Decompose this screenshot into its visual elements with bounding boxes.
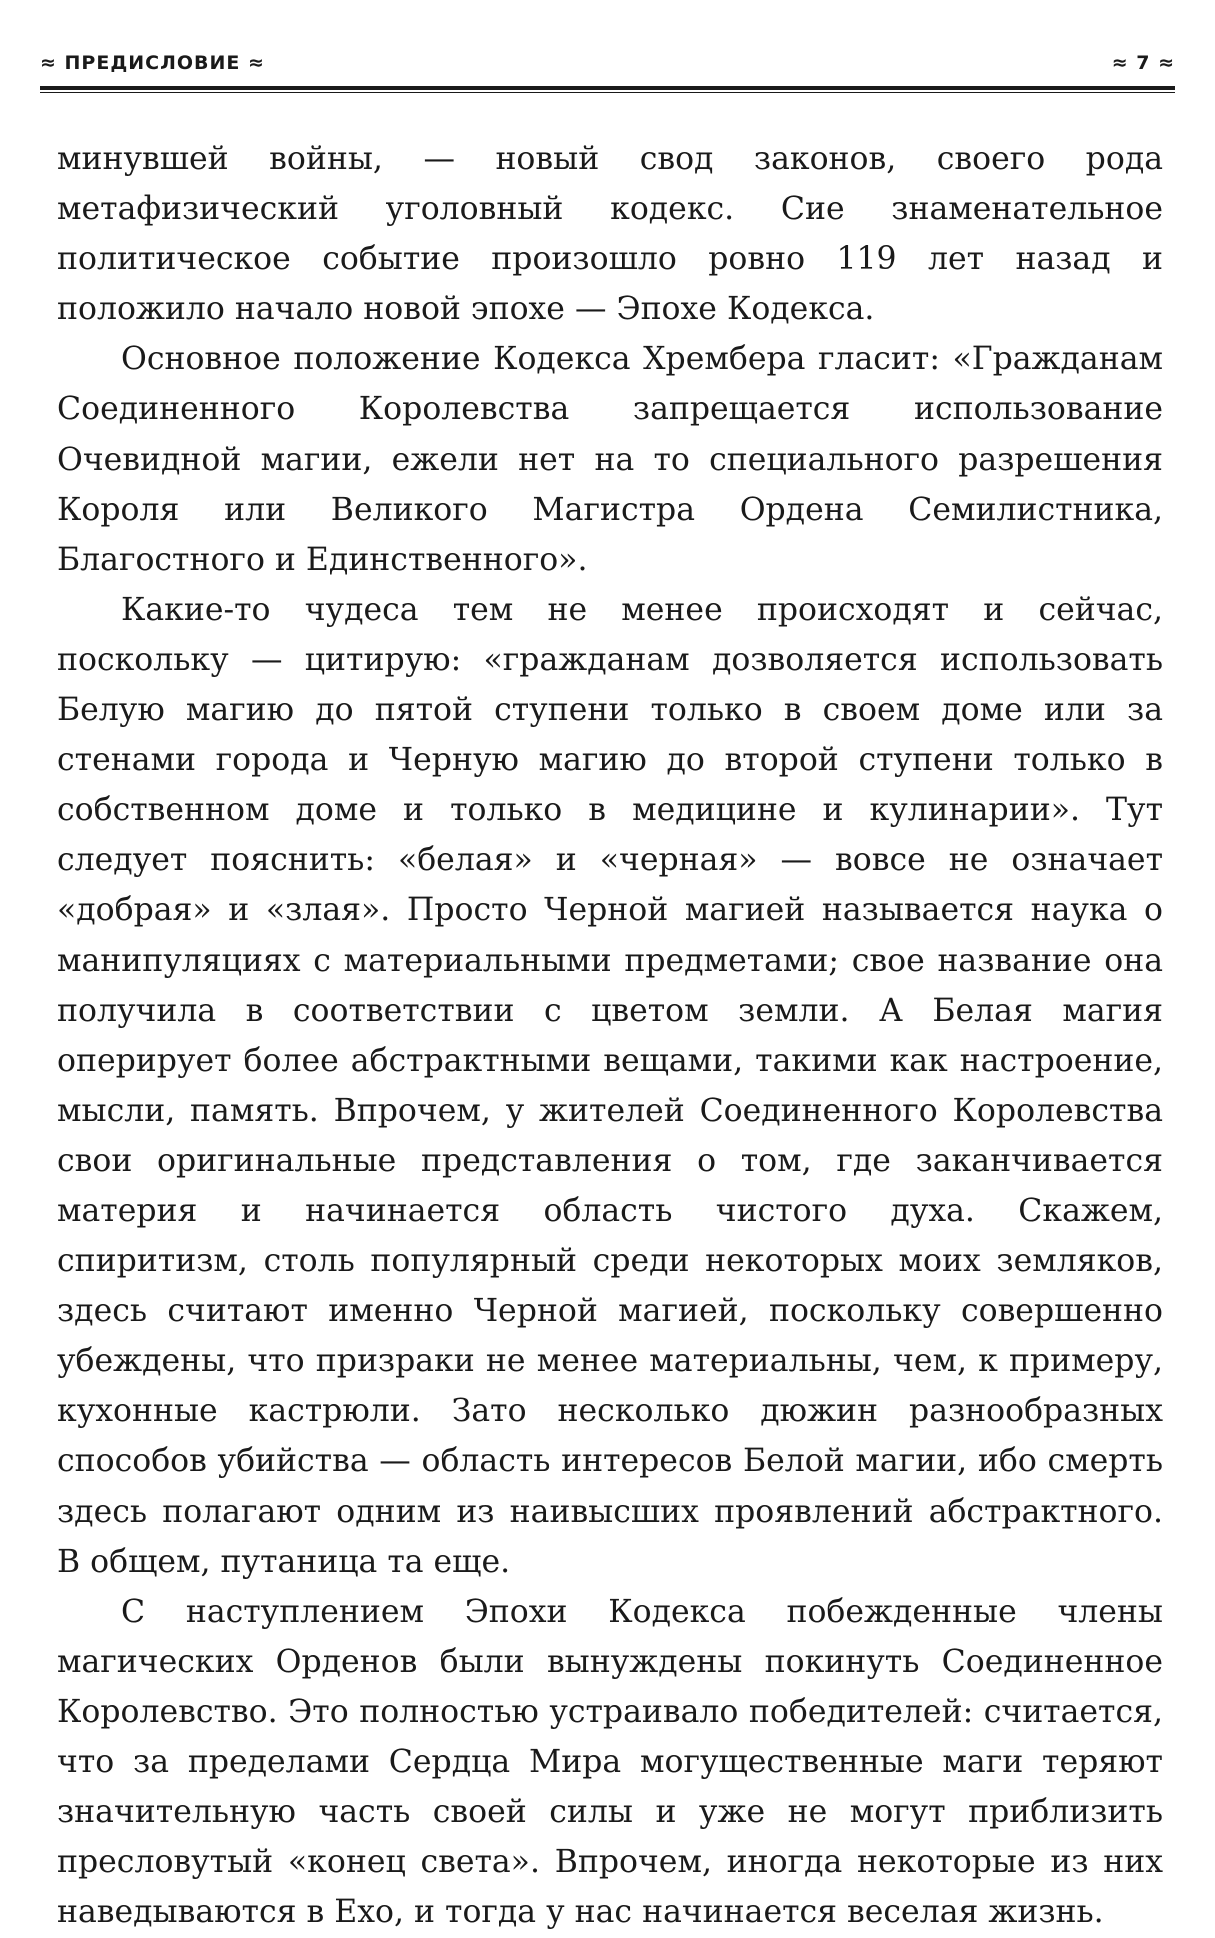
body-text bbox=[57, 134, 1163, 1937]
header-rule bbox=[40, 86, 1175, 93]
section-title: ≈ ПРЕДИСЛОВИЕ ≈ bbox=[40, 52, 265, 74]
paragraph-2: Основное положение Кодекса Хрембера гласит: «Гражданам Соединенного Королевства запрещается использование Очевидной магии, ежели нет на то специального разрешения Короля или Великого Магистра Ордена Семилистника, Благостного и Единственного». bbox=[57, 341, 1163, 578]
paragraph-1: минувшей войны, — новый свод законов, своего рода метафизический уголовный кодекс. Сие знаменательное политическое событие произошло ровно 119 лет назад и положило начало новой эпохе — Эпохе Кодекса. bbox=[57, 141, 1163, 328]
page-number: ≈ 7 ≈ bbox=[1111, 52, 1175, 74]
paragraph-4: С наступлением Эпохи Кодекса побежденные члены магических Орденов были вынуждены покинуть Соединенное Королевство. Это полностью устраивало победителей: считается, что за пределами Сердца Мира могущественные маги теряют значительную часть своей силы и уже не могут приблизить пресловутый «конец света». Впрочем, иногда некоторые из них наведываются в Ехо, и тогда у нас начинается веселая жизнь. bbox=[57, 1593, 1163, 1931]
paragraph-3: Какие-то чудеса тем не менее происходят и сейчас, поскольку — цитирую: «гражданам дозволяется использовать Белую магию до пятой ступени только в своем доме или за стенами города и Черную магию до второй ступени только в собственном доме и только в медицине и кулинарии». Тут следует пояснить: «белая» и «черная» — вовсе не означает «добрая» и «злая». Просто Черной магией называется наука о манипуляциях с материальными предметами; свое название она получила в соответствии с цветом земли. А Белая магия оперирует более абстрактными вещами, такими как настроение, мысли, память. Впрочем, у жителей Соединенного Королевства свои оригинальные представления о том, где заканчивается материя и начинается область чистого духа. Скажем, спиритизм, столь популярный среди некоторых моих земляков, здесь считают именно Черной магией, поскольку совершенно убеждены, что призраки не менее материальны, чем, к примеру, кухонные кастрюли. Зато несколько дюжин разнообразных способов убийства — область интересов Белой магии, ибо смерть здесь полагают одним из наивысших проявлений абстрактного. В общем, путаница та еще. bbox=[57, 591, 1163, 1580]
running-head bbox=[40, 48, 1175, 84]
